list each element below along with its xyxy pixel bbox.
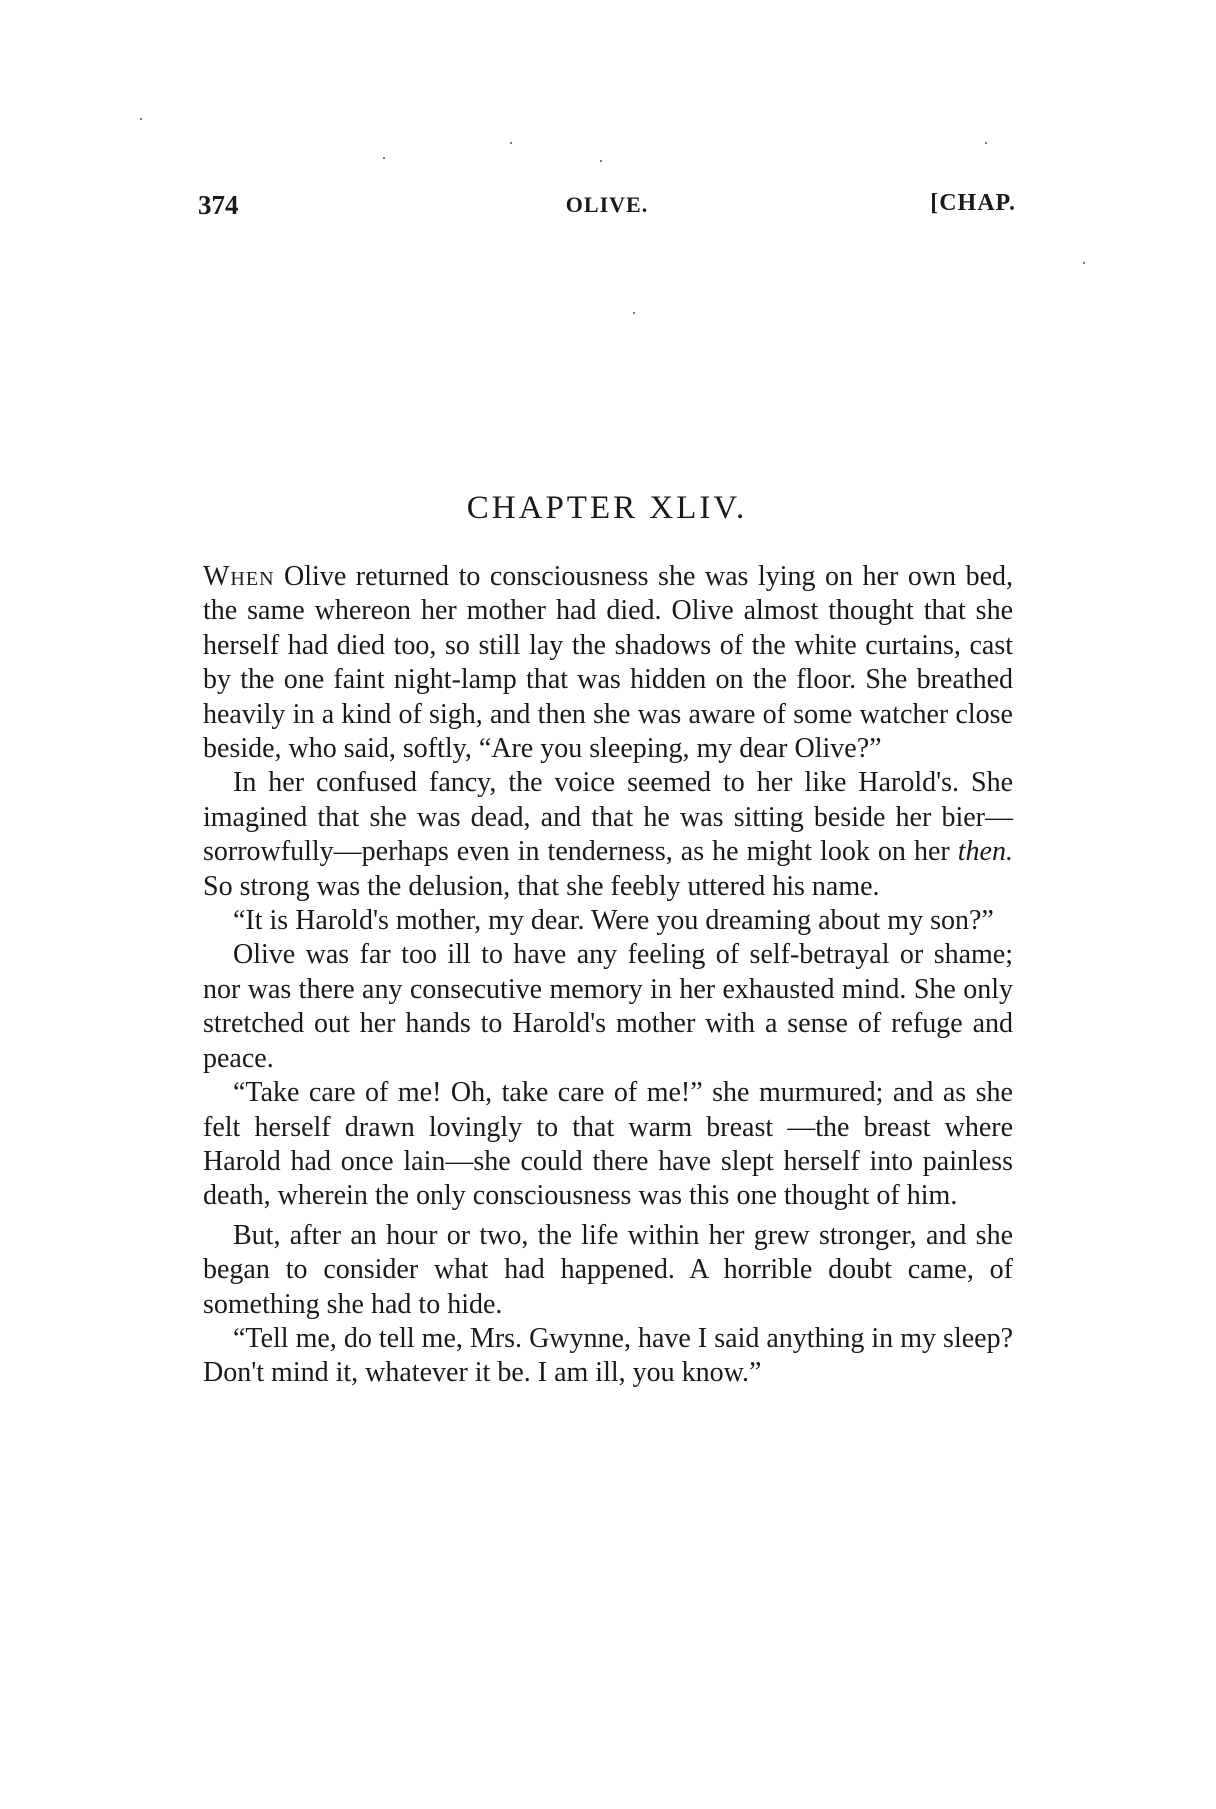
print-speck [510,142,512,144]
running-head [198,190,1016,230]
paragraph-lead-word: When [203,561,275,592]
paragraph [203,766,1013,904]
chapter-heading: CHAPTER XLIV. [466,490,748,526]
paragraph [203,560,1013,766]
print-speck [383,157,385,159]
print-speck [985,142,987,144]
chapter-marker: [CHAP. [930,190,1016,216]
print-speck [140,118,142,120]
paragraph-text: Olive returned to consciousness she was lying on her own bed, the same whereon her mother had died. Olive almost thought that she herself had died too, so still lay the shadows of the white curtains, cast by the one faint night-lamp that was hidden on the floor. She breathed heavily in a kind of sigh, and then she was aware of some watcher close beside, who said, softly, “Are you sleeping, my dear Olive?” [203,561,1013,765]
paragraph: “Tell me, do tell me, Mrs. Gwynne, have I said anything in my sleep? Don't mind it, whatever it be. I am ill, you know.” [203,1322,1013,1389]
running-title: OLIVE. [565,192,649,217]
chapter-body [203,560,1013,1391]
paragraph: But, after an hour or two, the life within her grew stronger, and she began to consider what had happened. A horrible doubt came, of something she had to hide. [203,1219,1013,1320]
print-speck [1083,262,1085,264]
print-speck [600,160,602,162]
page-number: 374 [198,190,239,220]
paragraph: “Take care of me! Oh, take care of me!” she murmured; and as she felt herself drawn lovingly to that warm breast —the breast where Harold had once lain—she could there have slept herself into painless death, wherein the only consciousness was this one thought of him. [203,1077,1013,1212]
print-speck [633,312,635,314]
paragraph-text: In her confused fancy, the voice seemed to her like Harold's. She imagined that she was dead, and that he was sitting beside her bier—sorrowfully—perhaps even in tenderness, as he might look on her [203,767,1013,868]
paragraph: Olive was far too ill to have any feeling of self-betrayal or shame; nor was there any consecutive memory in her exhausted mind. She only stretched out her hands to Harold's mother with a sense of refuge and peace. [203,939,1013,1074]
paragraph: “It is Harold's mother, my dear. Were you dreaming about my son?” [233,905,994,937]
emphasis-text: then. [957,836,1013,868]
paragraph-text: So strong was the delusion, that she feebly uttered his name. [203,870,880,902]
